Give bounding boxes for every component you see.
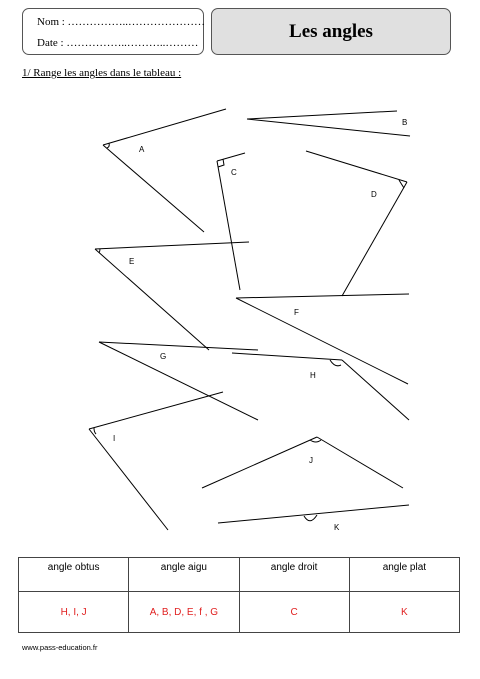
label-a: A bbox=[139, 145, 145, 154]
footer-url: www.pass-education.fr bbox=[22, 643, 98, 652]
angle-b bbox=[247, 111, 410, 136]
label-k: K bbox=[334, 523, 340, 532]
header-plat: angle plat bbox=[349, 558, 459, 592]
header-obtus: angle obtus bbox=[19, 558, 129, 592]
table-header-row bbox=[19, 558, 460, 592]
name-field-label: Nom : ……………..………………… bbox=[37, 16, 206, 28]
label-d: D bbox=[371, 190, 377, 199]
table-answer-row bbox=[19, 592, 460, 633]
answer-droit: C bbox=[239, 592, 349, 633]
header-droit: angle droit bbox=[239, 558, 349, 592]
header-aigu: angle aigu bbox=[129, 558, 239, 592]
angle-e bbox=[95, 242, 249, 350]
label-g: G bbox=[160, 352, 167, 361]
answer-aigu: A, B, D, E, f , G bbox=[129, 592, 239, 633]
answer-plat: K bbox=[349, 592, 459, 633]
exercise-instruction: 1/ Range les angles dans le tableau : bbox=[22, 67, 182, 79]
date-field-label: Date : ……………..………..……… bbox=[37, 37, 199, 49]
angle-j bbox=[202, 437, 403, 488]
label-j: J bbox=[309, 456, 313, 465]
label-b: B bbox=[402, 118, 408, 127]
angle-h bbox=[232, 353, 409, 420]
angle-i bbox=[89, 392, 223, 530]
angles-classification-table bbox=[18, 557, 460, 633]
angle-g bbox=[99, 342, 258, 420]
label-f: F bbox=[294, 308, 299, 317]
label-h: H bbox=[310, 371, 316, 380]
angle-k bbox=[218, 505, 409, 523]
angle-f bbox=[236, 294, 409, 384]
answer-obtus: H, I, J bbox=[19, 592, 129, 633]
label-i: I bbox=[113, 434, 116, 443]
page-title: Les angles bbox=[289, 20, 373, 42]
angle-d bbox=[306, 151, 407, 296]
angle-a bbox=[103, 109, 226, 232]
label-e: E bbox=[129, 257, 135, 266]
label-c: C bbox=[231, 168, 237, 177]
